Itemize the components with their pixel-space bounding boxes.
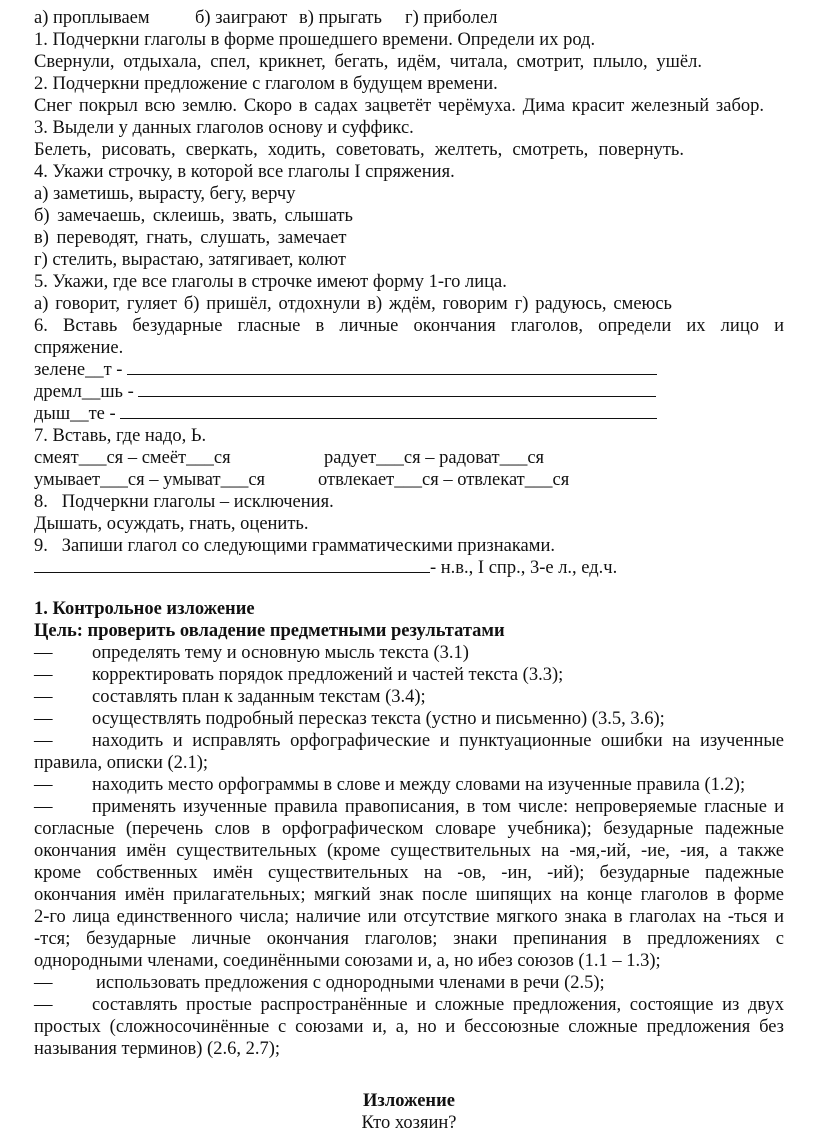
ex7-row: смеят___ся – смеёт___ся радует___ся – радоват___ся xyxy=(34,448,545,468)
ex5-text: а) говорит, гуляет б) пришёл, отдохнули в) ждём, говорим г) радуюсь, смеюсь xyxy=(34,294,672,314)
option-g: г) приболел xyxy=(405,8,498,28)
answer-line[interactable] xyxy=(127,359,657,375)
goal-item-cont: однородными членами, соединёнными союзами и, а, но ибез союзов (1.1 – 1.3); xyxy=(34,951,661,971)
goal-item xyxy=(34,730,784,752)
list-dash: — xyxy=(34,973,53,993)
ex4-task: 4. Укажи строчку, в которой все глаголы I спряжения. xyxy=(34,162,455,182)
goal-item-cont: называния терминов) (2.6, 2.7); xyxy=(34,1039,280,1059)
ex4-option: г) стелить, вырастаю, затягивает, колют xyxy=(34,250,346,270)
ex3-task: 3. Выдели у данных глаголов основу и суффикс. xyxy=(34,118,414,138)
list-dash: — xyxy=(34,797,53,817)
document-page xyxy=(34,7,784,1134)
ex5-task: 5. Укажи, где все глаголы в строчке имеют форму 1-го лица. xyxy=(34,272,507,292)
ex4-option: б) замечаешь, склеишь, звать, слышать xyxy=(34,206,353,226)
ex6-item: дремл__шь - xyxy=(34,381,784,403)
ex6-item: дыш__те - xyxy=(34,403,784,425)
list-dash: — xyxy=(34,709,53,729)
goal-item-cont: кроме собственных имён существительных на -ов, -ин, -ий); безударные падежные xyxy=(34,863,784,883)
ex6-task-cont: спряжение. xyxy=(34,338,124,358)
goal-item xyxy=(34,994,784,1016)
section-goal: Цель: проверить овладение предметными результатами xyxy=(34,621,505,641)
goal-item xyxy=(34,774,784,796)
ex8-text: Дышать, осуждать, гнать, оценить. xyxy=(34,514,309,534)
ex4-option: в) переводят, гнать, слушать, замечает xyxy=(34,228,347,248)
ex4-option: а) заметишь, вырасту, бегу, верчу xyxy=(34,184,296,204)
goal-item-cont: простых (сложносочинённые с союзами и, а, но и бессоюзные сложные предложения без xyxy=(34,1017,784,1037)
list-dash: — xyxy=(34,687,53,707)
ex7-task: 7. Вставь, где надо, Ь. xyxy=(34,426,207,446)
goal-text: составлять план к заданным текстам (3.4); xyxy=(92,687,426,707)
list-dash: — xyxy=(34,665,53,685)
option-v: в) прыгать xyxy=(299,8,382,28)
goal-text: определять тему и основную мысль текста (3.1) xyxy=(92,643,469,663)
goal-item-cont: согласные (перечень слов в орфографическом словаре учебника); безударные падежные xyxy=(34,819,784,839)
ex9-task: 9. Запиши глагол со следующими грамматическими признаками. xyxy=(34,536,555,556)
goal-item xyxy=(34,686,784,708)
ex2-task: 2. Подчеркни предложение с глаголом в будущем времени. xyxy=(34,74,498,94)
goal-text: составлять простые распространённые и сложные предложения, состоящие из двух xyxy=(92,995,784,1015)
list-dash: — xyxy=(34,995,53,1015)
answer-line[interactable] xyxy=(138,381,656,397)
list-dash: — xyxy=(34,775,53,795)
goal-item-cont: окончания имён прилагательных; мягкий знак после шипящих на конце глаголов в форме xyxy=(34,885,784,905)
ex1-task: 1. Подчеркни глаголы в форме прошедшего времени. Определи их род. xyxy=(34,30,596,50)
goal-text: находить и исправлять орфографические и пунктуационные ошибки на изученные xyxy=(92,731,784,751)
ex9-answer: - н.в., I спр., 3-е л., ед.ч. xyxy=(34,557,784,579)
goal-text: использовать предложения с однородными членами в речи (2.5); xyxy=(96,973,605,993)
goal-item-cont: правила, описки (2.1); xyxy=(34,753,209,773)
goal-text: находить место орфограммы в слове и между словами на изученные правила (1.2); xyxy=(92,775,746,795)
answer-line[interactable] xyxy=(120,403,657,419)
ex8-task: 8. Подчеркни глаголы – исключения. xyxy=(34,492,334,512)
goal-text: применять изученные правила правописания, в том числе: непроверяемые гласные и xyxy=(92,797,784,817)
list-dash: — xyxy=(34,731,53,751)
ex2-text: Снег покрыл всю землю. Скоро в садах зацветёт черёмуха. Дима красит железный забор. xyxy=(34,96,764,116)
goal-item-cont: 2-го лица единственного числа; наличие или отсутствие мягкого знака в глаголах на -ться и xyxy=(34,907,784,927)
ex3-text: Белеть, рисовать, сверкать, ходить, советовать, желтеть, смотреть, повернуть. xyxy=(34,140,684,160)
goal-item xyxy=(34,972,784,994)
ex6-item: зелене__т - xyxy=(34,359,784,381)
ex7-row: умывает___ся – умыват___ся отвлекает___ся – отвлекат___ся xyxy=(34,470,570,490)
story-subtitle: Кто хозяин? xyxy=(361,1113,457,1133)
ex1-text: Свернули, отдыхала, спел, крикнет, бегать, идём, читала, смотрит, плыло, ушёл. xyxy=(34,52,702,72)
option-b: б) заиграют xyxy=(195,8,288,28)
section-title: 1. Контрольное изложение xyxy=(34,599,255,619)
goal-list xyxy=(34,642,784,1060)
goal-item xyxy=(34,708,784,730)
answer-line[interactable] xyxy=(34,557,430,573)
list-dash: — xyxy=(34,643,53,663)
goal-item xyxy=(34,796,784,818)
ex6-task: 6. Вставь безударные гласные в личные окончания глаголов, определи их лицо и xyxy=(34,316,784,336)
story-title: Изложение xyxy=(363,1091,455,1111)
goal-item xyxy=(34,642,784,664)
option-a: а) проплываем xyxy=(34,8,150,28)
goal-item-cont: окончания имён существительных (кроме существительных на -мя,-ий, -ие, -ия, а также xyxy=(34,841,784,861)
goal-item-cont: -тся; безударные личные окончания глаголов; знаки препинания в предложениях с xyxy=(34,929,784,949)
goal-item xyxy=(34,664,784,686)
goal-text: осуществлять подробный пересказ текста (устно и письменно) (3.5, 3.6); xyxy=(92,709,665,729)
top-options xyxy=(34,7,784,29)
goal-text: корректировать порядок предложений и частей текста (3.3); xyxy=(92,665,564,685)
